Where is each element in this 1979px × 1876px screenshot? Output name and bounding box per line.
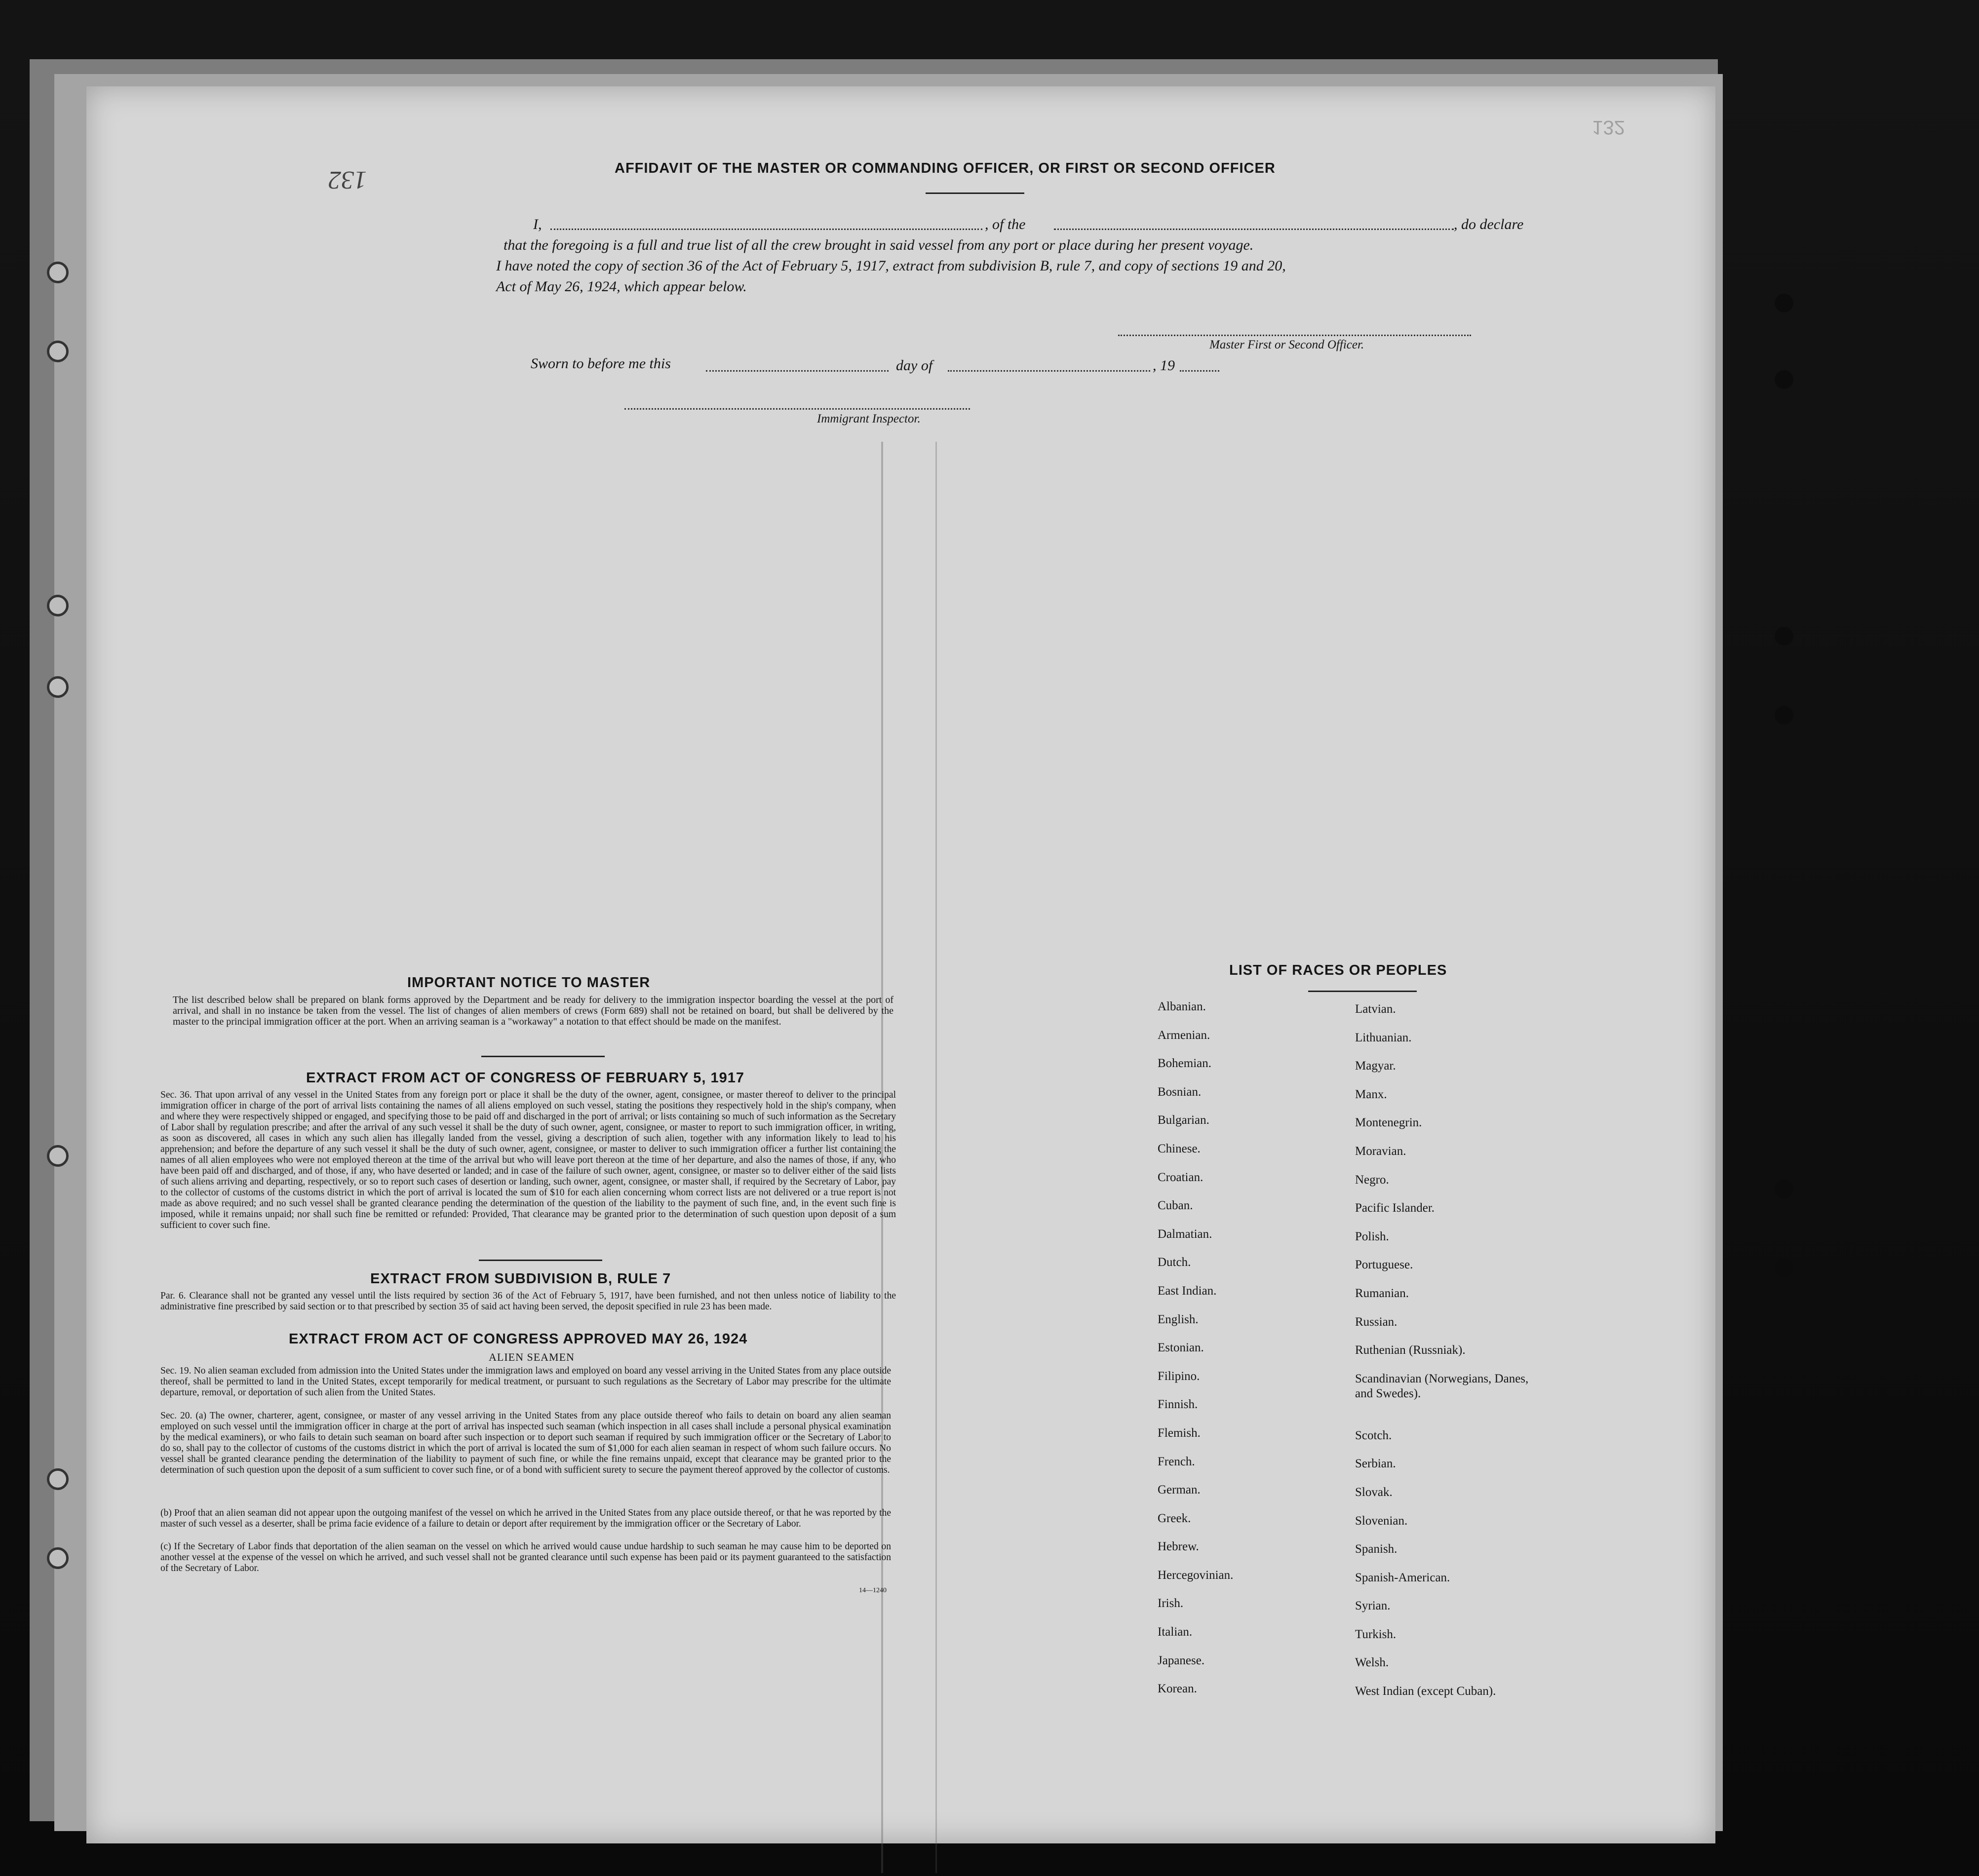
affidavit-of-the-label: , of the: [985, 216, 1026, 232]
affidavit-declare-label: , do declare: [1454, 216, 1524, 232]
race-item: Ruthenian (Russniak).: [1355, 1343, 1466, 1357]
notice-text: The list described below shall be prepared on blank forms approved by the Department and be ready for delivery to the immigration inspector boarding the vessel at the port of arrival, and shall in no instance be taken from the vessel. The list of changes of alien members of crews (Form 689) shall not be retained on board, but shall be delivered by the master to the principal immigration officer at the port. When an arriving seaman is a "workaway" a notation to that effect should be made on the manifest.: [173, 995, 893, 1027]
race-item: Portuguese.: [1355, 1258, 1413, 1272]
extract-1924-title: EXTRACT FROM ACT OF CONGRESS APPROVED MAY 26, 1924: [289, 1331, 748, 1347]
year-prefix: , 19: [1153, 357, 1175, 374]
binder-hole-icon: [47, 262, 69, 283]
punch-hole-icon: [1775, 706, 1793, 725]
race-item: Moravian.: [1355, 1144, 1406, 1158]
master-signature-field[interactable]: [1118, 335, 1471, 336]
title-divider: [926, 192, 1024, 194]
race-item: Chinese.: [1158, 1142, 1201, 1155]
binder-hole-icon: [47, 1145, 69, 1167]
race-item: Dutch.: [1158, 1256, 1191, 1269]
race-item: Latvian.: [1355, 1002, 1396, 1016]
punch-hole-icon: [1822, 1513, 1840, 1531]
race-item: Bohemian.: [1158, 1057, 1212, 1071]
binder-hole-icon: [47, 341, 69, 362]
sworn-year-field[interactable]: [1180, 370, 1219, 372]
race-item: Manx.: [1355, 1087, 1387, 1101]
race-item: Flemish.: [1158, 1426, 1201, 1440]
document-page: [86, 86, 1715, 1843]
race-item: Scandinavian (Norwegians, Danes, and Swedes).: [1355, 1372, 1529, 1400]
race-item: Negro.: [1355, 1173, 1389, 1187]
binder-hole-icon: [47, 595, 69, 616]
race-item: Spanish-American.: [1355, 1570, 1450, 1584]
punch-hole-icon: [1775, 1259, 1793, 1277]
punch-hole-icon: [1775, 370, 1793, 389]
race-item: Filipino.: [1158, 1369, 1200, 1383]
races-right-column: [1355, 1002, 1582, 1713]
race-item: Slovenian.: [1355, 1514, 1408, 1528]
extract-rule7-text: Par. 6. Clearance shall not be granted any vessel until the lists required by section 36 of the Act of February 5, 1917, have been furnished, and not then unless notice of liability to the administrative fine prescribed by said section or to that prescribed by section 35 of said act having been served, the deposit specified in rule 23 has been made.: [160, 1291, 896, 1312]
race-item: Welsh.: [1355, 1656, 1389, 1670]
affidavit-body-line: that the foregoing is a full and true list of all the crew brought in said vessel from any port or place during her present voyage.: [504, 237, 1254, 253]
punch-hole-icon: [1775, 1180, 1793, 1198]
race-item: Hercegovinian.: [1158, 1568, 1234, 1582]
form-number: 14—1240: [859, 1587, 887, 1594]
affidavit-title: AFFIDAVIT OF THE MASTER OR COMMANDING OFFICER, OR FIRST OR SECOND OFFICER: [615, 160, 1276, 176]
page-number: 132: [328, 166, 367, 194]
section-divider: [481, 1056, 605, 1057]
affidavit-body-line: Act of May 26, 1924, which appear below.: [496, 278, 747, 295]
race-item: Dalmatian.: [1158, 1227, 1212, 1241]
race-item: Lithuanian.: [1355, 1031, 1412, 1044]
race-item: East Indian.: [1158, 1284, 1217, 1298]
master-signature-caption: Master First or Second Officer.: [1209, 338, 1364, 351]
race-item: Cuban.: [1158, 1199, 1193, 1213]
race-item: Finnish.: [1158, 1398, 1198, 1412]
day-of-label: day of: [896, 357, 933, 374]
race-item: Japanese.: [1158, 1653, 1205, 1667]
race-item: Albanian.: [1158, 1000, 1206, 1013]
race-item: German.: [1158, 1483, 1201, 1497]
race-item: Syrian.: [1355, 1599, 1391, 1613]
race-item: Pacific Islander.: [1355, 1201, 1435, 1215]
race-item: Slovak.: [1355, 1485, 1393, 1499]
notice-title: IMPORTANT NOTICE TO MASTER: [407, 975, 651, 991]
race-item: Russian.: [1355, 1315, 1397, 1329]
binder-hole-icon: [47, 676, 69, 698]
vessel-name-field[interactable]: [1054, 229, 1454, 230]
race-item: Croatian.: [1158, 1170, 1203, 1184]
race-item: Bulgarian.: [1158, 1113, 1209, 1127]
extract-1917-title: EXTRACT FROM ACT OF CONGRESS OF FEBRUARY 5, 1917: [306, 1070, 745, 1086]
race-item: Bosnian.: [1158, 1085, 1202, 1099]
race-item: Greek.: [1158, 1511, 1191, 1525]
race-item: Irish.: [1158, 1597, 1184, 1610]
race-item: English.: [1158, 1312, 1199, 1326]
extract-1924-sec20c: (c) If the Secretary of Labor finds that deportation of the alien seaman on the vessel on which he arrived would cause undue hardship to such seaman he may cause him to be deported on another vessel at the expense of the vessel on which he arrived, and such vessel shall not be granted clearance until such expense has been paid or its payment guaranteed to the satisfaction of the Secretary of Labor.: [160, 1541, 891, 1573]
race-item: Hebrew.: [1158, 1540, 1199, 1554]
binder-hole-icon: [47, 1547, 69, 1569]
affidavit-body-line: I have noted the copy of section 36 of the Act of February 5, 1917, extract from subdivision B, rule 7, and copy of sections 19 and 20,: [496, 258, 1286, 274]
punch-hole-icon: [1775, 627, 1793, 646]
sworn-label: Sworn to before me this: [531, 355, 671, 372]
section-divider: [479, 1260, 602, 1261]
race-item: Montenegrin.: [1355, 1116, 1422, 1130]
races-title: LIST OF RACES OR PEOPLES: [1229, 962, 1447, 978]
bleed-through-column-rule: [935, 442, 937, 1873]
race-item: Estonian.: [1158, 1341, 1204, 1355]
inspector-signature-field[interactable]: [624, 408, 970, 410]
races-left-column: [1158, 999, 1355, 1710]
race-item: Italian.: [1158, 1625, 1193, 1639]
race-item: French.: [1158, 1455, 1195, 1468]
races-divider: [1308, 991, 1417, 992]
race-item: Scotch.: [1355, 1428, 1392, 1442]
race-item: Spanish.: [1355, 1542, 1397, 1556]
master-name-field[interactable]: [550, 229, 982, 230]
race-item: Polish.: [1355, 1229, 1389, 1243]
race-item: Serbian.: [1355, 1457, 1396, 1471]
affidavit-i-label: I,: [533, 216, 542, 232]
binder-hole-icon: [47, 1468, 69, 1490]
punch-hole-icon: [1822, 1587, 1840, 1606]
sworn-month-field[interactable]: [948, 370, 1150, 372]
race-item: Rumanian.: [1355, 1286, 1409, 1300]
punch-hole-icon: [1775, 294, 1793, 312]
extract-1924-sec20a: Sec. 20. (a) The owner, charterer, agent, consignee, or master of any vessel arriving in the United States from any place outside thereof who fails to detain on board any alien seaman employed on such vessel until the immigration officer in charge at the port of arrival has inspected such seaman (which inspection in all cases shall include a personal physical examination by the medical examiners), or who fails to detain such seaman on board after such inspection or to deport such seaman if required by such immigration officer or the Secretary of Labor to do so, shall pay to the collector of customs of the customs district in which the port of arrival is located the sum of $1,000 for each alien seaman in respect of whom such failure occurs. No vessel shall be granted clearance pending the determination of the liability to payment of such fine, or while the fine remains unpaid, except that clearance may be granted prior to the determination of such question upon the deposit of a sum sufficient to cover such fine, or of a bond with sufficient surety to secure the payment thereof approved by the collector of customs.: [160, 1411, 891, 1475]
sworn-day-field[interactable]: [706, 370, 889, 372]
extract-1917-text: Sec. 36. That upon arrival of any vessel in the United States from any foreign port or place it shall be the duty of the owner, agent, consignee, or master thereof to deliver to the principal immigration officer in charge of the port of arrival lists containing the names of all aliens employed on such vessel, stating the positions they respectively hold in the ship's company, when and where they were respectively shipped or engaged, and specifying those to be paid off and discharged in the port of arrival; or lists containing so much of such information as the Secretary of Labor shall by regulation prescribe; and after the arrival of any such vessel it shall be the duty of such owner, agent, consignee, or master to report to such immigration officer, in writing, as soon as discovered, all cases in which any such alien has illegally landed from the vessel, giving a description of such alien, together with any information likely to lead to his apprehension; and before the departure of any such vessel it shall be the duty of such owner, agent, consignee, or master to deliver to such immigration officer a further list containing the names of all alien employees who were not employed thereon at the time of the arrival but who will leave port thereon at the time of her departure, and also the names of those, if any, who have been paid off and discharged, and of those, if any, who have deserted or landed; and in case of the failure of such owner, agent, consignee, or master so to deliver either of the said lists of such aliens arriving and departing, respectively, or so to report such cases of desertion or landing, such owner, agent, consignee, or master shall, if required by the Secretary of Labor, pay to the collector of customs of the customs district in which the port of arrival is located the sum of $10 for each alien concerning whom correct lists are not delivered or a true report is not made as above required; and no such vessel shall be granted clearance pending the determination of the question of the liability to the payment of such fine, and, in the event such fine is imposed, while it remains unpaid; nor shall such fine be remitted or refunded: Provided, That clearance may be granted prior to the determination of such question upon deposit of a sum sufficient to cover such fine.: [160, 1090, 896, 1230]
race-item: Korean.: [1158, 1682, 1197, 1696]
extract-1924-subtitle: ALIEN SEAMEN: [489, 1351, 575, 1363]
race-item: Turkish.: [1355, 1627, 1397, 1641]
bleed-through-text: 132: [1592, 116, 1625, 138]
inspector-caption: Immigrant Inspector.: [817, 412, 921, 425]
race-item: Magyar.: [1355, 1059, 1396, 1073]
extract-1924-sec20b: (b) Proof that an alien seaman did not appear upon the outgoing manifest of the vessel on which he arrived in the United States from any place outside thereof, or that he was reported by the master of such vessel as a deserter, shall be prima facie evidence of a failure to detain or deport after requirement by the immigration officer or the Secretary of Labor.: [160, 1508, 891, 1529]
extract-rule7-title: EXTRACT FROM SUBDIVISION B, RULE 7: [370, 1271, 671, 1287]
race-item: Armenian.: [1158, 1028, 1210, 1042]
race-item: West Indian (except Cuban).: [1355, 1685, 1496, 1698]
extract-1924-sec19: Sec. 19. No alien seaman excluded from admission into the United States under the immigration laws and employed on board any vessel arriving in the United States from any place outside thereof, shall be permitted to land in the United States, except temporarily for medical treatment, or pursuant to such regulations as the Secretary of Labor may prescribe for the ultimate departure, removal, or deportation of such alien from the United States.: [160, 1366, 891, 1398]
